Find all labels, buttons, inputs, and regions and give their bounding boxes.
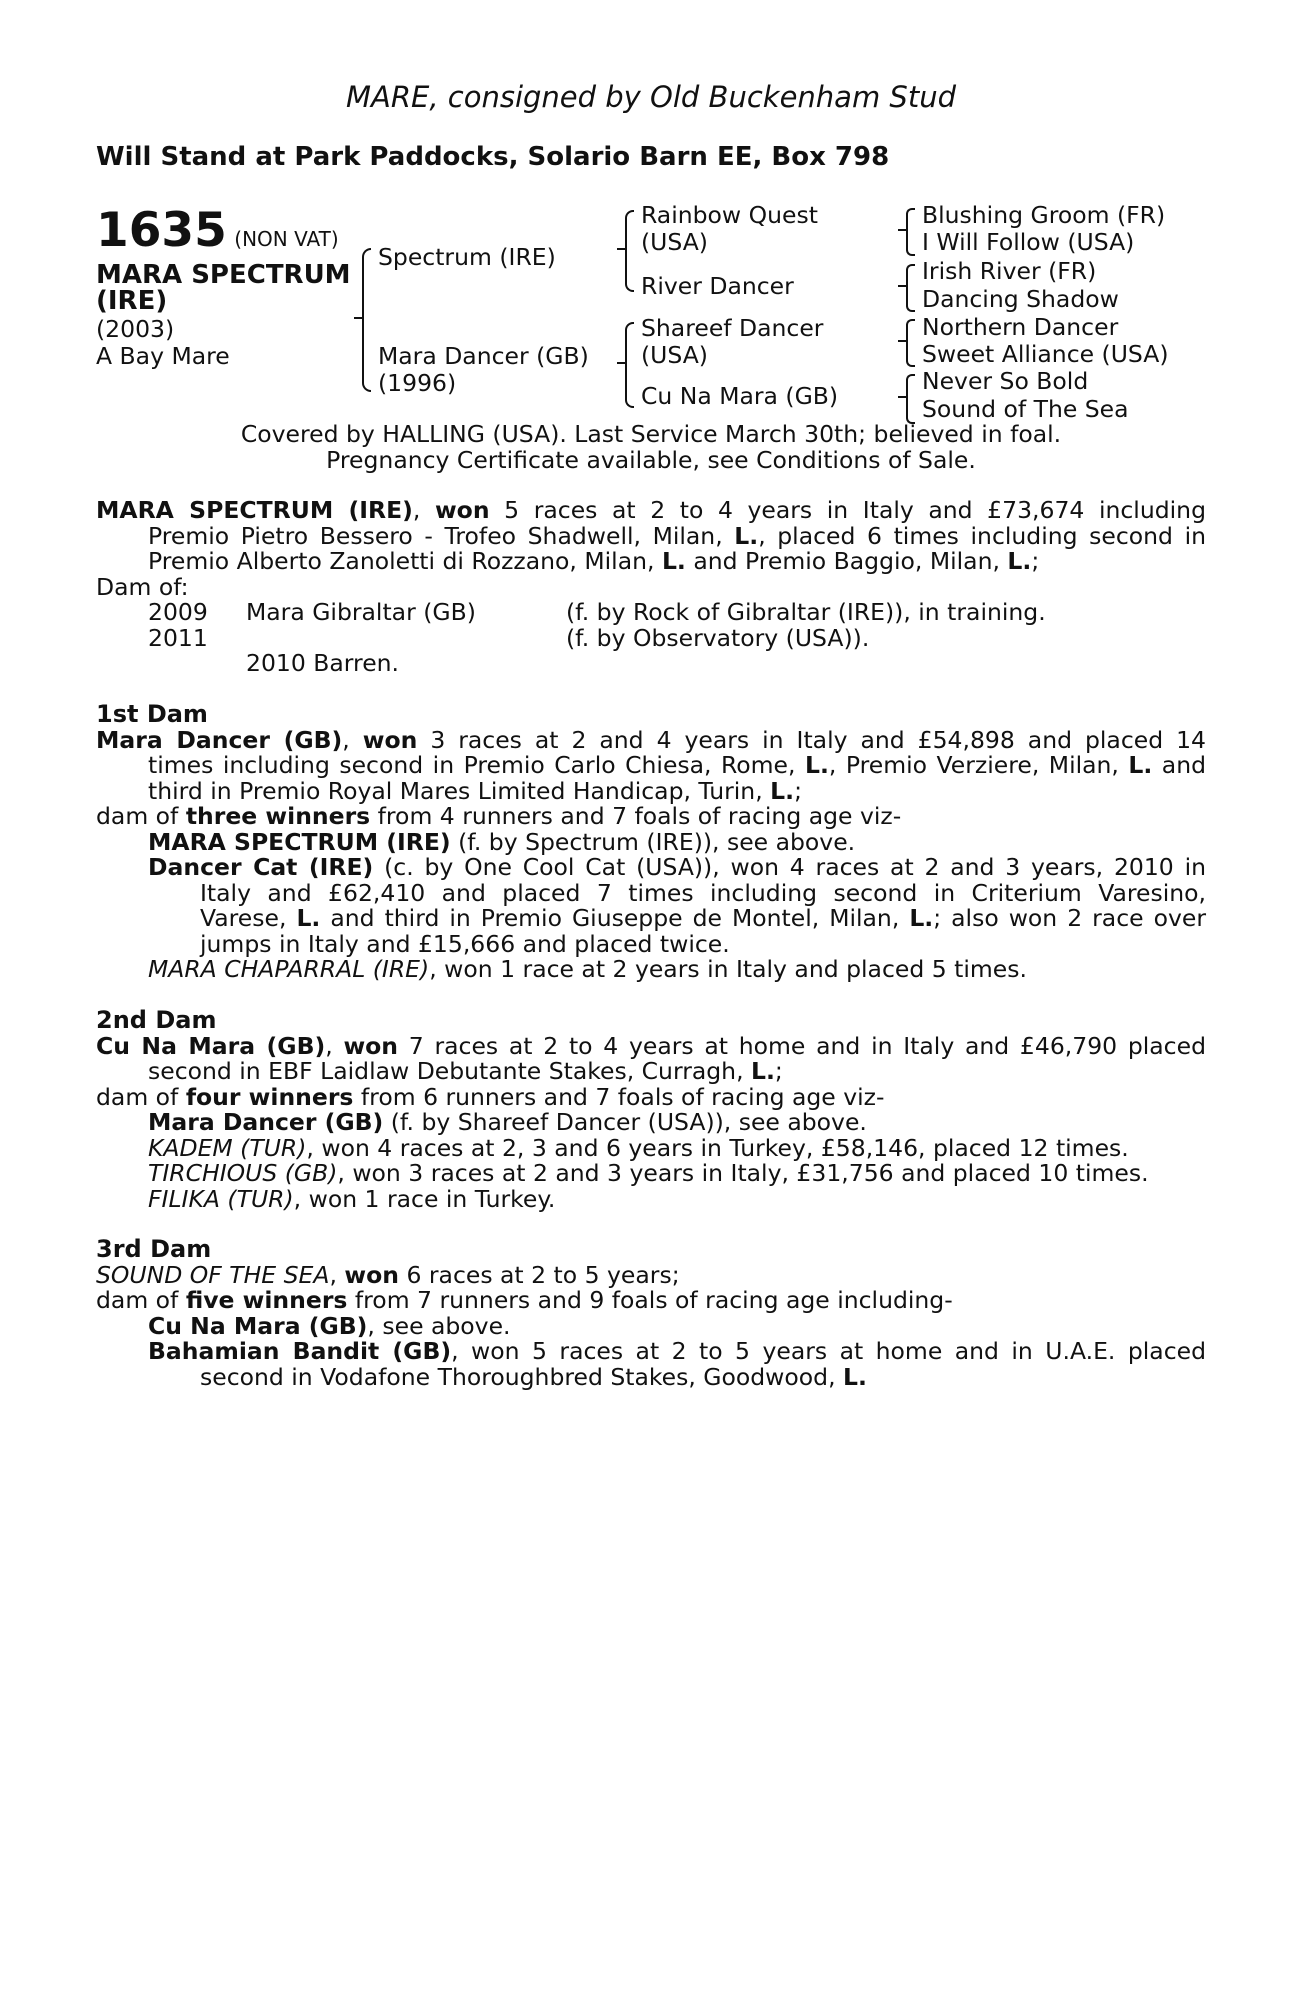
listed-marker: L. xyxy=(770,776,795,805)
dam-line: SOUND OF THE SEA, won 6 races at 2 to 5 years; xyxy=(96,1260,680,1289)
pregnancy-line: Pregnancy Certificate available, see Conditions of Sale. xyxy=(326,445,976,474)
listed-marker: L. xyxy=(296,904,321,932)
listed-marker: L. xyxy=(661,547,686,575)
covered-line: Covered by HALLING (USA). Last Service March 30th; believed in foal. xyxy=(240,420,1062,448)
offspring-line xyxy=(96,957,1206,983)
dam-parents-brace xyxy=(625,322,634,408)
dam-text: , Premio Verziere, Milan, xyxy=(828,751,1129,779)
offspring-name: Mara Dancer (GB) xyxy=(148,1108,384,1136)
gen3-brace-3 xyxy=(906,319,915,367)
dam-name: Cu Na Mara (GB) xyxy=(96,1031,326,1060)
brace-notch xyxy=(354,317,362,319)
winners-count: four winners xyxy=(185,1082,354,1111)
brace-notch xyxy=(898,396,906,398)
offspring-text: , won 4 races at 2, 3 and 6 years in Turkey, £58,146, placed 12 times. xyxy=(306,1133,1129,1162)
offspring-text: , see above. xyxy=(367,1311,511,1340)
summary-line xyxy=(96,521,1206,550)
lot-number-line xyxy=(96,203,339,258)
first-dam-section xyxy=(96,702,1206,983)
dam-text: third in Premio Royal Mares Limited Handicap, Turin, xyxy=(148,776,771,805)
summary-text: , placed 6 times including second in xyxy=(758,521,1206,550)
offspring-name: Cu Na Mara (GB) xyxy=(148,1311,368,1340)
sire-dam: River Dancer xyxy=(641,272,794,300)
summary-line: MARA SPECTRUM (IRE), won 5 races at 2 to 4 years in Italy and £73,674 including xyxy=(96,496,1206,524)
offspring-text: (c. by One Cool Cat (USA)), won 4 races at 2 and 3 years, 2010 in xyxy=(373,853,1206,881)
offspring-line xyxy=(96,1184,1206,1213)
summary-text: 5 races at 2 to 4 years in Italy and £73,674 including xyxy=(489,496,1206,524)
gen3-ancestor: Northern Dancer xyxy=(922,313,1119,341)
offspring-line xyxy=(96,906,1206,932)
dam-text: times including second in Premio Carlo Chiesa, Rome, xyxy=(148,751,805,779)
won-word: won xyxy=(362,725,418,754)
winners-count: five winners xyxy=(185,1286,348,1314)
produce-row xyxy=(96,623,1206,652)
summary-line xyxy=(96,549,1206,575)
dam-of-line xyxy=(96,1082,1206,1111)
gen3-brace-4 xyxy=(906,374,915,424)
foaling-year: (2003) xyxy=(96,315,175,343)
summary-text: Premio Alberto Zanoletti di Rozzano, Milan, xyxy=(148,547,662,575)
gen3-brace-2 xyxy=(906,264,915,312)
dam-of-line xyxy=(96,1288,1206,1314)
produce-row xyxy=(96,600,1206,626)
offspring-line xyxy=(96,1311,1206,1340)
gen3-brace-1 xyxy=(906,208,915,256)
barren-note: 2010 Barren. xyxy=(246,649,400,677)
dam-text: dam of xyxy=(96,802,186,830)
offspring-line xyxy=(96,1110,1206,1136)
listed-marker: L. xyxy=(909,904,934,932)
gen3-ancestor: Blushing Groom (FR) xyxy=(922,201,1166,229)
summary-text: Premio Pietro Bessero - Trofeo Shadwell, Milan, xyxy=(148,521,735,550)
dam-dam: Cu Na Mara (GB) xyxy=(641,382,839,410)
first-dam-heading: 1st Dam xyxy=(96,700,208,728)
listed-marker: L. xyxy=(1007,547,1032,575)
brace-notch xyxy=(898,285,906,287)
dam-text: ; xyxy=(774,1057,783,1085)
gen3-ancestor: Dancing Shadow xyxy=(922,285,1119,313)
dam-line xyxy=(96,753,1206,779)
gen3-ancestor: Sound of The Sea xyxy=(922,395,1129,423)
winners-count: three winners xyxy=(185,802,371,830)
sire-dam-brace xyxy=(362,248,371,392)
sire-sire: Rainbow Quest xyxy=(641,201,818,229)
listed-marker: L. xyxy=(843,1362,867,1391)
summary-text: ; xyxy=(1031,547,1040,575)
summary-horse-name: MARA SPECTRUM (IRE) xyxy=(96,496,413,524)
gen3-ancestor: Never So Bold xyxy=(922,367,1089,395)
produce-info: (f. by Rock of Gibraltar (IRE)), in training. xyxy=(566,598,1046,626)
dam-year: (1996) xyxy=(378,369,457,397)
dam-line: Cu Na Mara (GB), won 7 races at 2 to 4 years at home and in Italy and £46,790 placed xyxy=(96,1031,1206,1060)
produce-row xyxy=(96,651,1206,677)
offspring-text: , won 5 races at 2 to 5 years at home and in U.A.E. placed xyxy=(451,1337,1206,1365)
offspring-line xyxy=(96,1161,1206,1187)
dam-text: 3 races at 2 and 4 years in Italy and £54,898 and placed 14 xyxy=(417,725,1206,754)
summary-text: and Premio Baggio, Milan, xyxy=(685,547,1008,575)
consignor-heading: MARE, consigned by Old Buckenham Stud xyxy=(346,80,956,114)
offspring-text: ; also won 2 race over xyxy=(933,904,1206,932)
offspring-text: , won 3 races at 2 and 3 years in Italy, £31,756 and placed 10 times. xyxy=(337,1159,1149,1187)
dam-text: dam of xyxy=(96,1286,186,1314)
offspring-line xyxy=(96,1133,1206,1162)
lot-number: 1635 xyxy=(96,203,227,258)
pedigree-block xyxy=(96,200,1206,430)
offspring-name: KADEM (TUR) xyxy=(148,1133,307,1162)
offspring-line xyxy=(96,827,1206,856)
gen3-ancestor: Irish River (FR) xyxy=(922,257,1097,285)
dam-text: 7 races at 2 to 4 years at home and in Italy and £46,790 placed xyxy=(398,1031,1206,1060)
offspring-text: (f. by Shareef Dancer (USA)), see above. xyxy=(383,1108,867,1136)
dam-text: ; xyxy=(794,776,802,805)
sire-parents-brace xyxy=(625,210,634,292)
covering-info xyxy=(96,422,1206,473)
offspring-name: Dancer Cat (IRE) xyxy=(148,853,374,881)
dam-of-label: Dam of: xyxy=(96,572,189,601)
dam-text: second in EBF Laidlaw Debutante Stakes, Curragh, xyxy=(148,1057,752,1085)
second-dam-section xyxy=(96,1008,1206,1212)
dam-sire: Shareef Dancer xyxy=(641,314,824,342)
dam-sire-country: (USA) xyxy=(641,341,708,369)
offspring-name: MARA CHAPARRAL (IRE) xyxy=(148,955,430,983)
dam-of-line xyxy=(96,804,1206,830)
produce-year: 2011 xyxy=(148,623,208,652)
won-word: won xyxy=(434,496,490,524)
dam-text: from 4 runners and 7 foals of racing age viz- xyxy=(370,802,902,830)
dam-text: dam of xyxy=(96,1082,186,1111)
brace-notch xyxy=(898,340,906,342)
offspring-line xyxy=(96,1339,1206,1365)
dam-text: and xyxy=(1152,751,1207,779)
horse-summary xyxy=(96,498,1206,677)
offspring-name: TIRCHIOUS (GB) xyxy=(148,1159,338,1187)
offspring-line: jumps in Italy and £15,666 and placed twice. xyxy=(200,929,730,958)
offspring-name: FILIKA (TUR) xyxy=(148,1184,294,1213)
offspring-line: Italy and £62,410 and placed 7 times including second in Criterium Varesino, xyxy=(200,878,1206,907)
brace-notch xyxy=(617,362,625,364)
dam-name: Mara Dancer (GB) xyxy=(96,725,343,754)
brace-notch xyxy=(617,248,625,250)
sire: Spectrum (IRE) xyxy=(378,243,556,271)
dam-text: from 6 runners and 7 foals of racing age viz- xyxy=(353,1082,885,1111)
dam-line xyxy=(96,1059,1206,1085)
dam-line xyxy=(96,776,1206,805)
listed-marker: L. xyxy=(1128,751,1153,779)
third-dam-section xyxy=(96,1237,1206,1390)
dam-line: Mara Dancer (GB), won 3 races at 2 and 4 years in Italy and £54,898 and placed 14 xyxy=(96,725,1206,754)
gen3-ancestor: Sweet Alliance (USA) xyxy=(922,340,1169,368)
dam-name: SOUND OF THE SEA xyxy=(96,1260,330,1289)
dam: Mara Dancer (GB) xyxy=(378,342,589,370)
won-word: won xyxy=(343,1031,399,1060)
offspring-name: Bahamian Bandit (GB) xyxy=(148,1337,452,1365)
listed-marker: L. xyxy=(805,751,829,779)
won-word: won xyxy=(344,1260,399,1289)
horse-name-suffix: (IRE) xyxy=(96,286,168,316)
vat-status: (NON VAT) xyxy=(234,227,339,251)
second-dam-heading: 2nd Dam xyxy=(96,1006,217,1034)
horse-description: A Bay Mare xyxy=(96,342,230,370)
dam-text: 6 races at 2 to 5 years; xyxy=(398,1260,680,1289)
offspring-text: (f. by Spectrum (IRE)), see above. xyxy=(450,827,856,856)
horse-name: MARA SPECTRUM xyxy=(96,260,351,290)
listed-marker: L. xyxy=(734,521,759,550)
offspring-text: and third in Premio Giuseppe de Montel, Milan, xyxy=(320,904,910,932)
offspring-text: , won 1 race in Turkey. xyxy=(293,1184,556,1213)
gen3-ancestor: I Will Follow (USA) xyxy=(922,228,1135,256)
produce-info: (f. by Observatory (USA)). xyxy=(566,623,870,652)
listed-marker: L. xyxy=(751,1057,775,1085)
dam-text: from 7 runners and 9 foals of racing age including- xyxy=(347,1286,953,1314)
offspring-name: MARA SPECTRUM (IRE) xyxy=(148,827,451,856)
third-dam-heading: 3rd Dam xyxy=(96,1235,212,1263)
brace-notch xyxy=(898,229,906,231)
stand-location: Will Stand at Park Paddocks, Solario Barn EE, Box 798 xyxy=(96,142,890,172)
offspring-text: Varese, xyxy=(200,904,297,932)
offspring-text: , won 1 race at 2 years in Italy and placed 5 times. xyxy=(429,955,1027,983)
offspring-line xyxy=(96,855,1206,881)
offspring-line xyxy=(96,1362,1206,1391)
sire-sire-country: (USA) xyxy=(641,228,708,256)
offspring-text: second in Vodafone Thoroughbred Stakes, Goodwood, xyxy=(200,1362,844,1391)
produce-name: Mara Gibraltar (GB) xyxy=(246,598,476,626)
produce-year: 2009 xyxy=(148,598,208,626)
